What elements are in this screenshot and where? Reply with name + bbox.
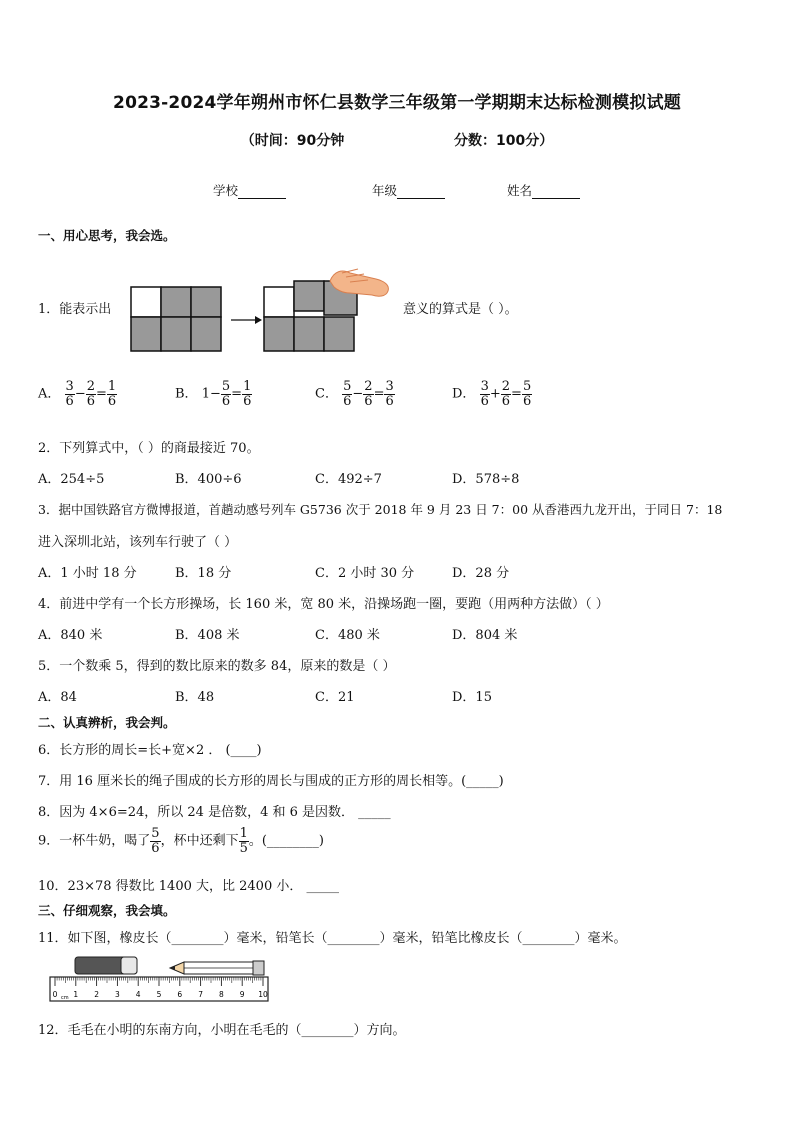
q2-text: 2．下列算式中，（ ）的商最接近 70。 bbox=[38, 441, 260, 456]
ruler-unit-label: cm bbox=[61, 995, 69, 1001]
q7-text: 7．用 16 厘米长的绳子围成的长方形的周长与围成的正方形的周长相等。(_____) bbox=[38, 774, 504, 789]
ruler-tick-label: 4 bbox=[135, 990, 141, 999]
q3-option-c[interactable]: C．2 小时 30 分 bbox=[315, 566, 415, 581]
ruler-tick-label: 9 bbox=[239, 990, 245, 999]
eraser-icon bbox=[75, 957, 137, 974]
name-field bbox=[507, 181, 580, 199]
total-score: 分数：100分） bbox=[454, 133, 554, 149]
q5-option-c[interactable]: C．21 bbox=[315, 690, 355, 705]
fraction: $\frac{5}{6}$ bbox=[343, 379, 352, 409]
ruler-tick-label: 5 bbox=[156, 990, 162, 999]
school-blank[interactable] bbox=[238, 186, 286, 199]
section-heading-fill: 三、仔细观察，我会填。 bbox=[38, 903, 176, 918]
ruler-tick-label: 8 bbox=[219, 990, 224, 999]
q10-text: 10．23×78 得数比 1400 大，比 2400 小． _____ bbox=[38, 879, 339, 894]
q1-option-b[interactable]: B． 1− $\frac{5}{6}$ = $\frac{1}{6}$ bbox=[175, 379, 252, 409]
school-field bbox=[213, 181, 286, 199]
q4-option-b[interactable]: B．408 米 bbox=[175, 628, 240, 643]
q1-option-c[interactable]: C． $\frac{5}{6}$ − $\frac{2}{6}$ = $\frac{3}{6}$ bbox=[315, 379, 394, 409]
q5-option-d[interactable]: D．15 bbox=[452, 690, 492, 705]
ruler-tick-label: 7 bbox=[198, 990, 203, 999]
ruler-tick-label: 1 bbox=[73, 990, 79, 999]
fraction: $\frac{1}{6}$ bbox=[107, 379, 117, 409]
pencil-icon bbox=[170, 961, 264, 975]
name-label: 姓名 bbox=[507, 183, 533, 198]
section-heading-choice: 一、用心思考，我会选。 bbox=[38, 228, 176, 243]
q6-text: 6．长方形的周长=长+宽×2 ． (____) bbox=[38, 743, 262, 758]
school-label: 学校 bbox=[213, 183, 239, 198]
grade-field bbox=[372, 181, 445, 199]
option-label: D． bbox=[452, 386, 476, 402]
fraction: $\frac{5}{6}$ bbox=[151, 826, 160, 856]
fraction: $\frac{5}{6}$ bbox=[221, 379, 231, 409]
exam-subtitle bbox=[0, 130, 794, 150]
q4-option-a[interactable]: A．840 米 bbox=[38, 628, 103, 643]
fraction: $\frac{2}{6}$ bbox=[86, 379, 95, 409]
q4-text: 4．前进中学有一个长方形操场，长 160 米，宽 80 米，沿操场跑一圈，要跑（用两种方法做）（ ） bbox=[38, 597, 609, 612]
name-blank[interactable] bbox=[532, 186, 580, 199]
q3-text-line2: 进入深圳北站，该列车行驶了（ ） bbox=[38, 535, 238, 550]
q4-option-d[interactable]: D．804 米 bbox=[452, 628, 518, 643]
q2-option-d[interactable]: D．578÷8 bbox=[452, 472, 520, 487]
page-title: 2023-2024学年朔州市怀仁县数学三年级第一学期期末达标检测模拟试题 bbox=[113, 93, 681, 113]
section-heading-judge: 二、认真辨析，我会判。 bbox=[38, 715, 176, 730]
fraction: $\frac{5}{6}$ bbox=[522, 379, 532, 409]
arrow-right-icon bbox=[231, 316, 262, 324]
option-label: C． bbox=[315, 386, 338, 402]
ruler-tick-label: 10 bbox=[258, 990, 268, 999]
q9-text: 9．一杯牛奶，喝了 $\frac{5}{6}$ ，杯中还剩下 $\frac{1}{5}$ 。(________) bbox=[38, 826, 325, 856]
fraction: $\frac{3}{6}$ bbox=[65, 379, 74, 409]
ruler-tick-label: 2 bbox=[94, 990, 99, 999]
q8-text: 8．因为 4×6=24，所以 24 是倍数，4 和 6 是因数． _____ bbox=[38, 805, 391, 820]
time-limit: （时间：90分钟 bbox=[240, 133, 345, 149]
q3-option-b[interactable]: B．18 分 bbox=[175, 566, 232, 581]
ruler-figure bbox=[48, 950, 273, 1006]
fraction: $\frac{1}{5}$ bbox=[239, 826, 248, 856]
ruler-tick-label: 3 bbox=[115, 990, 120, 999]
fraction: $\frac{3}{6}$ bbox=[385, 379, 394, 409]
fraction: $\frac{3}{6}$ bbox=[480, 379, 489, 409]
q4-option-c[interactable]: C．480 米 bbox=[315, 628, 380, 643]
q1-prefix: 1．能表示出 bbox=[38, 302, 112, 317]
fraction: $\frac{2}{6}$ bbox=[501, 379, 511, 409]
q5-option-b[interactable]: B．48 bbox=[175, 690, 215, 705]
grade-blank[interactable] bbox=[397, 186, 445, 199]
grade-label: 年级 bbox=[372, 183, 398, 198]
option-label: B． bbox=[175, 386, 198, 402]
q5-text: 5．一个数乘 5，得到的数比原来的数多 84，原来的数是（ ） bbox=[38, 659, 396, 674]
fraction: $\frac{2}{6}$ bbox=[364, 379, 373, 409]
q2-option-a[interactable]: A．254÷5 bbox=[38, 472, 105, 487]
ruler bbox=[50, 977, 268, 1001]
q3-text-line1: 3．据中国铁路官方微博报道，首趟动感号列车 G5736 次于 2018 年 9 月 23 日 7：00 从香港西九龙开出，于同日 7：18 bbox=[38, 502, 723, 517]
q1-option-d[interactable]: D． $\frac{3}{6}$ + $\frac{2}{6}$ = $\frac{5}{6}$ bbox=[452, 379, 532, 409]
q12-text: 12．毛毛在小明的东南方向，小明在毛毛的（________）方向。 bbox=[38, 1023, 406, 1038]
ruler-tick-label: 6 bbox=[177, 990, 183, 999]
option-label: A． bbox=[38, 386, 61, 402]
q11-text: 11．如下图，橡皮长（________）毫米，铅笔长（________）毫米，铅笔比橡皮长（________）毫米。 bbox=[38, 931, 627, 946]
q3-option-d[interactable]: D．28 分 bbox=[452, 566, 510, 581]
fraction: $\frac{1}{6}$ bbox=[243, 379, 252, 409]
q2-option-c[interactable]: C．492÷7 bbox=[315, 472, 382, 487]
ruler-tick-label: 0 bbox=[52, 990, 58, 999]
q1-option-a[interactable]: A． $\frac{3}{6}$ − $\frac{2}{6}$ = $\frac{1}{6}$ bbox=[38, 379, 117, 409]
q1-suffix: 意义的算式是（ ）。 bbox=[403, 302, 518, 317]
q5-option-a[interactable]: A．84 bbox=[38, 690, 77, 705]
q3-option-a[interactable]: A．1 小时 18 分 bbox=[38, 566, 137, 581]
grid-before bbox=[131, 287, 221, 351]
q1-figure bbox=[128, 265, 398, 357]
q2-option-b[interactable]: B．400÷6 bbox=[175, 472, 242, 487]
